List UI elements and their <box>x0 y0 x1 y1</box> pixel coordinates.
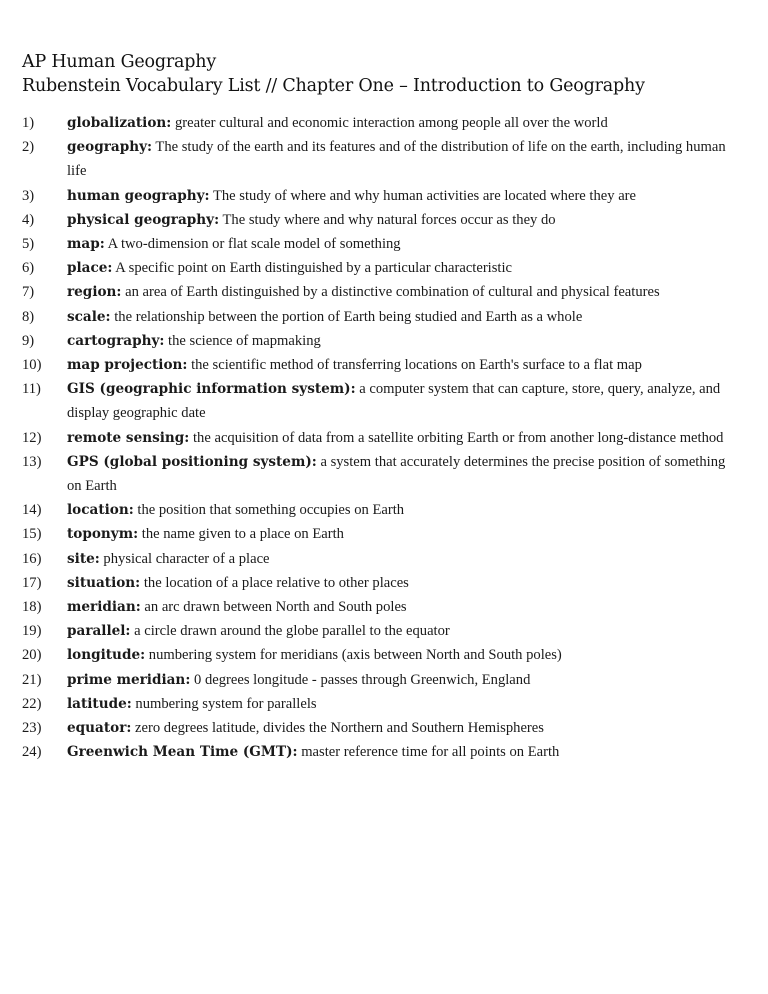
vocab-definition: physical character of a place <box>103 550 270 567</box>
vocab-term: location: <box>67 502 134 519</box>
vocab-item <box>22 329 728 353</box>
vocab-item <box>22 571 728 595</box>
vocab-term: prime meridian: <box>67 671 191 688</box>
vocab-term: cartography: <box>67 332 165 349</box>
item-number: 23) <box>22 720 42 737</box>
vocab-definition: numbering system for meridians (axis between North and South poles) <box>148 647 562 664</box>
item-number: 11) <box>22 381 41 398</box>
vocab-term: site: <box>67 550 100 567</box>
vocab-item <box>22 426 728 450</box>
item-number: 1) <box>22 115 35 131</box>
item-number: 19) <box>22 623 42 640</box>
vocabulary-list <box>22 111 728 764</box>
vocab-definition: The study of where and why human activities are located where they are <box>212 187 637 204</box>
item-number: 10) <box>22 357 42 374</box>
vocab-term: toponym: <box>67 526 139 543</box>
vocab-term: place: <box>67 260 113 277</box>
vocab-term: human geography: <box>67 187 210 204</box>
vocab-definition: zero degrees latitude, divides the Northern and Southern Hemispheres <box>135 720 544 737</box>
vocab-definition: greater cultural and economic interaction among people all over the world <box>174 115 608 131</box>
vocab-item <box>22 353 728 377</box>
vocab-definition: a computer system that can capture, store, query, analyze, and display geographic date <box>67 381 721 422</box>
vocab-definition: an arc drawn between North and South poles <box>144 599 407 616</box>
item-number: 12) <box>22 429 42 446</box>
vocab-term: meridian: <box>67 599 141 616</box>
vocab-term: longitude: <box>67 647 146 664</box>
vocab-definition: the scientific method of transferring locations on Earth's surface to a flat map <box>191 357 642 374</box>
vocab-term: scale: <box>67 308 111 325</box>
vocab-definition: the name given to a place on Earth <box>141 526 344 543</box>
vocab-item <box>22 232 728 256</box>
vocab-item <box>22 135 728 183</box>
list-subtitle: Rubenstein Vocabulary List // Chapter One – Introduction to Geography <box>22 76 645 96</box>
vocab-item <box>22 595 728 619</box>
vocab-definition: the position that something occupies on Earth <box>137 502 405 519</box>
item-number: 5) <box>22 236 35 253</box>
item-number: 21) <box>22 671 42 688</box>
vocab-term: geography: <box>67 139 153 156</box>
vocab-item <box>22 498 728 522</box>
vocab-item <box>22 619 728 643</box>
vocab-item <box>22 280 728 304</box>
vocab-item <box>22 377 728 425</box>
vocab-definition: 0 degrees longitude - passes through Greenwich, England <box>194 671 531 688</box>
vocab-definition: a circle drawn around the globe parallel to the equator <box>134 623 450 640</box>
vocab-item <box>22 111 728 135</box>
vocab-definition: The study where and why natural forces occur as they do <box>222 211 556 228</box>
item-number: 3) <box>22 187 35 204</box>
vocab-term: latitude: <box>67 695 132 712</box>
item-number: 4) <box>22 211 35 228</box>
vocab-item <box>22 692 728 716</box>
item-number: 2) <box>22 139 35 156</box>
vocab-definition: A two-dimension or flat scale model of something <box>107 236 401 253</box>
vocab-term: remote sensing: <box>67 429 190 446</box>
vocab-definition: The study of the earth and its features and of the distribution of life on the earth, including human life <box>67 139 726 180</box>
item-number: 8) <box>22 308 35 325</box>
vocab-item <box>22 208 728 232</box>
vocab-item <box>22 256 728 280</box>
item-number: 7) <box>22 284 35 301</box>
vocab-definition: master reference time for all points on Earth <box>301 744 560 761</box>
vocab-definition: numbering system for parallels <box>135 695 317 712</box>
vocab-item <box>22 668 728 692</box>
vocab-item <box>22 450 728 498</box>
vocab-term: region: <box>67 284 122 301</box>
item-number: 18) <box>22 599 42 616</box>
item-number: 17) <box>22 574 42 591</box>
item-number: 6) <box>22 260 35 277</box>
vocab-definition: the relationship between the portion of Earth being studied and Earth as a whole <box>114 308 583 325</box>
vocab-definition: an area of Earth distinguished by a distinctive combination of cultural and physical features <box>125 284 660 301</box>
document-header <box>22 50 645 98</box>
vocab-term: physical geography: <box>67 211 220 228</box>
vocab-term: equator: <box>67 720 132 737</box>
vocab-definition: the location of a place relative to other places <box>143 574 409 591</box>
vocab-item <box>22 305 728 329</box>
item-number: 16) <box>22 550 42 567</box>
vocab-definition: the acquisition of data from a satellite orbiting Earth or from another long-distance method <box>193 429 724 446</box>
item-number: 15) <box>22 526 42 543</box>
item-number: 9) <box>22 332 35 349</box>
vocab-term: map: <box>67 236 105 253</box>
vocab-definition: the science of mapmaking <box>168 332 321 349</box>
vocab-term: Greenwich Mean Time (GMT): <box>67 744 298 761</box>
item-number: 20) <box>22 647 42 664</box>
item-number: 14) <box>22 502 42 519</box>
course-title: AP Human Geography <box>22 52 217 72</box>
vocab-term: GIS (geographic information system): <box>67 381 356 398</box>
vocab-definition: A specific point on Earth distinguished by a particular characteristic <box>115 260 513 277</box>
item-number: 22) <box>22 695 42 712</box>
vocab-item <box>22 184 728 208</box>
vocab-item <box>22 547 728 571</box>
vocab-item <box>22 716 728 740</box>
vocab-term: parallel: <box>67 623 131 640</box>
item-number: 13) <box>22 453 42 470</box>
vocab-term: situation: <box>67 574 141 591</box>
vocab-item <box>22 740 728 764</box>
vocab-definition: a system that accurately determines the precise position of something on Earth <box>67 453 726 495</box>
vocab-term: GPS (global positioning system): <box>67 453 317 470</box>
vocab-term: globalization: <box>67 115 172 131</box>
item-number: 24) <box>22 744 42 761</box>
vocab-term: map projection: <box>67 357 188 374</box>
vocab-item <box>22 643 728 667</box>
vocab-item <box>22 522 728 546</box>
